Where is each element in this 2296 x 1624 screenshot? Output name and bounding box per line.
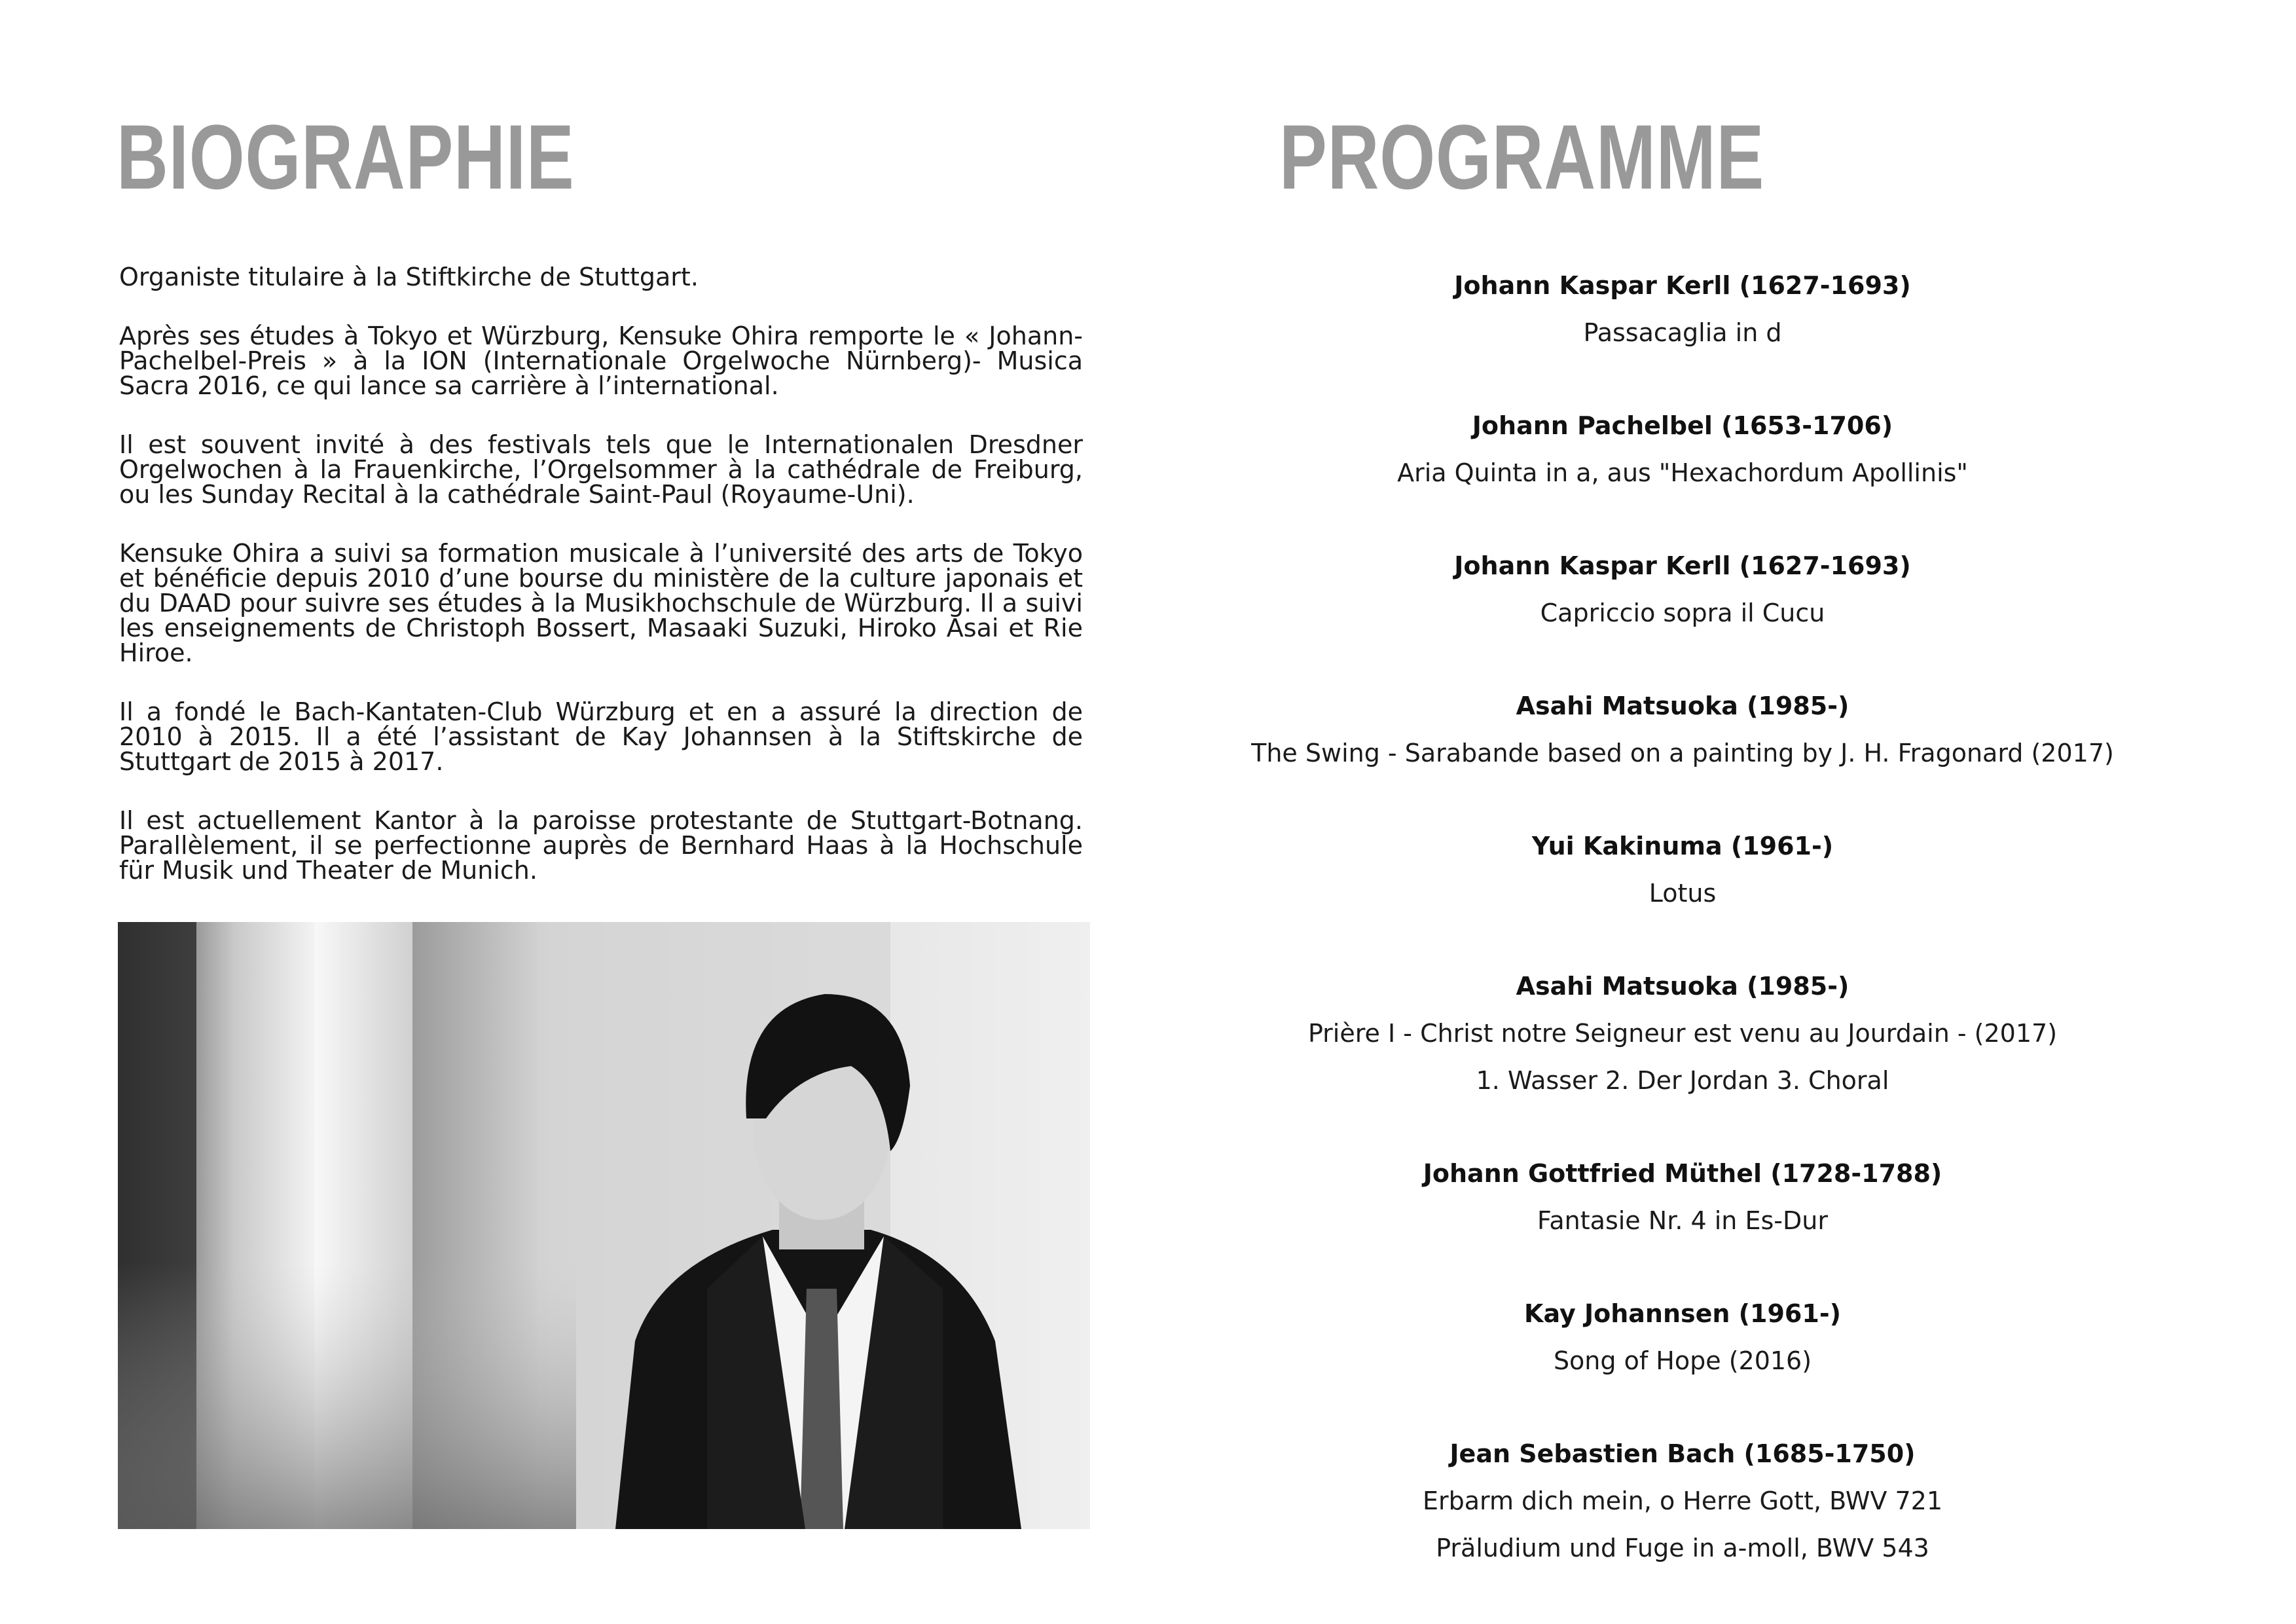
program-entry [1244, 1150, 2121, 1244]
work-title: Fantasie Nr. 4 in Es-Dur [1537, 1206, 1828, 1235]
composer-name: Asahi Matsuoka (1985-) [1516, 972, 1850, 1001]
bio-paragraph: Il est souvent invité à des festivals tels que le Internationalen Dresdner Orgelwochen à la Frauenkirche, l’Orgelsommer à la cathédrale de Freiburg, ou les Sunday Recital à la cathédrale Saint-Paul (Royaume-Uni). [119, 430, 1083, 509]
work-title: Capriccio sopra il Cucu [1540, 599, 1825, 627]
program-entry [1244, 1290, 2121, 1384]
bio-paragraph: Kensuke Ohira a suivi sa formation musicale à l’université des arts de Tokyo et bénéficie depuis 2010 d’une bourse du ministère de la culture japonais et du DAAD pour suivre ses études à la Musikhochschule de Würzburg. Il a suivi les enseignements de Christoph Bossert, Masaaki Suzuki, Hiroko Asai et Rie Hiroe. [119, 539, 1083, 667]
bio-paragraph: Après ses études à Tokyo et Würzburg, Kensuke Ohira remporte le « Johann-Pachelbel-Preis » à la ION (Internationale Orgelwoche Nürnberg)- Musica Sacra 2016, ce qui lance sa carrière à l’international. [119, 322, 1083, 400]
work-title: Präludium und Fuge in a-moll, BWV 543 [1436, 1534, 1929, 1562]
program-entry [1244, 963, 2121, 1104]
composer-name: Johann Kaspar Kerll (1627-1693) [1454, 551, 1911, 580]
bio-paragraph: Organiste titulaire à la Stiftkirche de Stuttgart. [119, 263, 699, 291]
composer-name: Johann Pachelbel (1653-1706) [1472, 411, 1893, 440]
program-list [1244, 262, 2121, 1617]
composer-name: Asahi Matsuoka (1985-) [1516, 692, 1850, 720]
program-entry [1244, 402, 2121, 496]
work-title: Passacaglia in d [1583, 318, 1782, 347]
work-title: Erbarm dich mein, o Herre Gott, BWV 721 [1422, 1486, 1943, 1515]
composer-name: Johann Kaspar Kerll (1627-1693) [1454, 271, 1911, 300]
program-heading: PROGRAMME [1279, 105, 1765, 208]
work-movements: 1. Wasser 2. Der Jordan 3. Choral [1476, 1066, 1889, 1095]
work-title: The Swing - Sarabande based on a painting by J. H. Fragonard (2017) [1251, 739, 2114, 767]
program-entry [1244, 262, 2121, 356]
program-entry [1244, 542, 2121, 637]
work-title: Aria Quinta in a, aus "Hexachordum Apollinis" [1397, 458, 1968, 487]
composer-name: Jean Sebastien Bach (1685-1750) [1449, 1439, 1916, 1468]
work-title: Prière I - Christ notre Seigneur est venu au Jourdain - (2017) [1307, 1019, 2058, 1048]
biography-heading: BIOGRAPHIE [117, 105, 575, 208]
work-title: Song of Hope (2016) [1553, 1346, 1812, 1375]
work-title: Lotus [1649, 879, 1717, 908]
composer-name: Johann Gottfried Müthel (1728-1788) [1423, 1159, 1942, 1188]
bio-paragraph: Il a fondé le Bach-Kantaten-Club Würzburg et en a assuré la direction de 2010 à 2015. Il a été l’assistant de Kay Johannsen à la Stiftskirche de Stuttgart de 2015 à 2017. [119, 697, 1083, 776]
program-entry [1244, 682, 2121, 777]
biography-text [119, 265, 1083, 917]
composer-name: Kay Johannsen (1961-) [1524, 1299, 1841, 1328]
program-entry [1244, 822, 2121, 917]
bio-paragraph: Il est actuellement Kantor à la paroisse protestante de Stuttgart-Botnang. Parallèlement, il se perfectionne auprès de Bernhard Haas à la Hochschule für Musik und Theater de Munich. [119, 806, 1083, 885]
program-entry [1244, 1430, 2121, 1572]
composer-name: Yui Kakinuma (1961-) [1531, 832, 1834, 860]
portrait-photo [118, 922, 1090, 1529]
